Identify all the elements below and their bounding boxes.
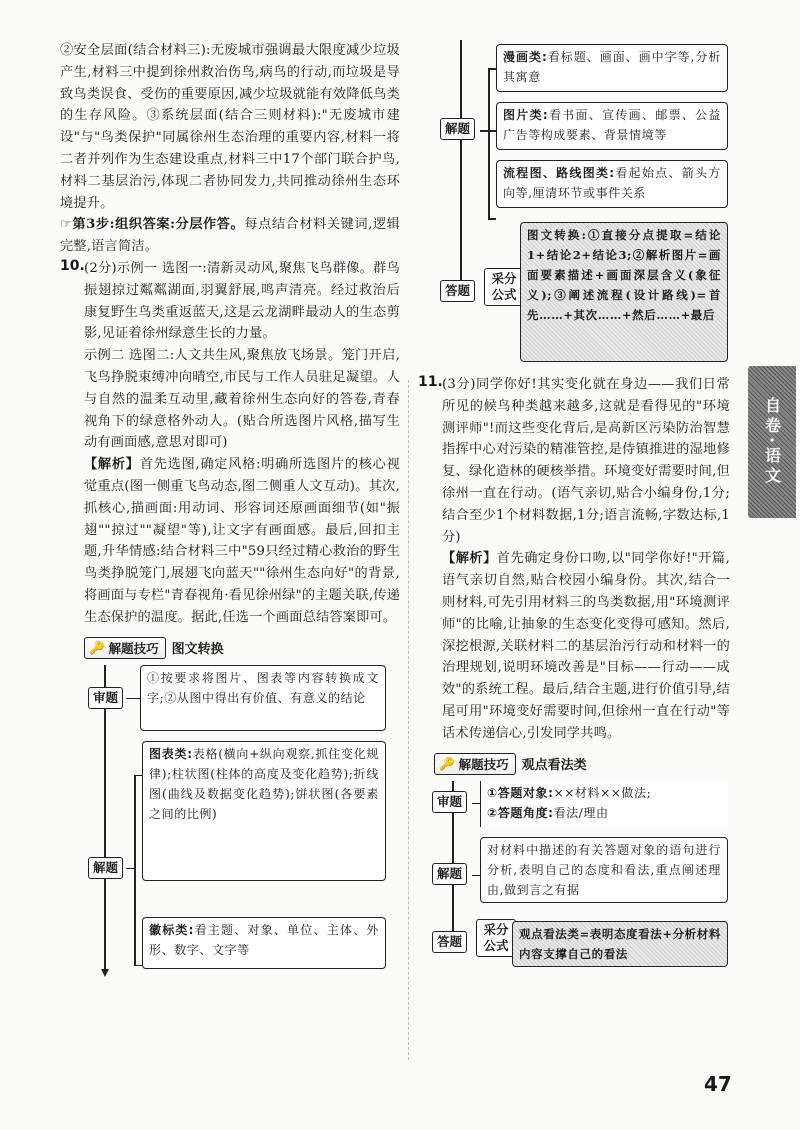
connector [126,868,134,870]
analysis-label: 【解析】 [84,457,140,473]
question-10 [60,258,400,629]
shenti-label: 审题 [88,687,123,709]
chart-type-box [142,741,386,881]
step3-paragraph [60,214,400,258]
flowchart-type-text: 看起始点、箭头方向等,厘清环节或事件关系 [503,166,721,200]
analysis-text: 首先选图,确定风格:明确所选图片的核心视觉重点(图一侧重飞鸟动态,图二侧重人文互动)。其次,抓核心,描画面:用动词、形容词还原画面细节(如"振翅""掠过""凝望"等),让文字有画面感。最后,回扣主题,升华情感:结合材料三中"59只经过精心救治的野生鸟类挣脱笼门,展翅飞向蓝天""徐州生态向好"的背景,将画面与专栏"青春视角·看见徐州绿"的主题关联,传递生态保护的温度。据此,任选一个画面总结答案即可。 [84,457,400,625]
connector [472,875,480,877]
tips-title: 观点看法类 [521,758,587,774]
tips-badge-label: 解题技巧 [458,756,509,772]
scoring-formula-box: 图文转换:①直接分点提取=结论1+结论2+结论3;②解析图片=画面要素描述+画面深层含义(象征义);③阐述流程(设计路线)=首先……+其次……+然后……+最后 [520,222,728,362]
flowchart-type-box [496,160,728,208]
question-number: 10. [60,257,85,274]
shenti-label: 审题 [432,791,467,813]
connector [126,698,140,700]
question-11-answer: (3分)同学你好!其实变化就在身边——我们日常所见的候鸟种类越来越多,这就是看得见的"环境测评师"!而这些变化背后,是高新区污染防治智慧指挥中心对污染的精准管控,是侍镇推进的湿地修复、绿化造林的硬核举措。环境变好需要时间,但徐州一直在行动。(语气亲切,贴合小编身份,1分;结合至少1个材料数据,1分;语言流畅,字数达标,1分) [442,377,730,545]
image-conversion-diagram [60,665,400,983]
question-10-example2: 示例二 选图二:人文共生风,聚焦放飞场景。笼门开启,飞鸟挣脱束缚冲向晴空,市民与工作人员驻足凝望。人与自然的温柔互动里,藏着徐州生态向好的答卷,青春视角下的绿意格外动人。(贴合所选图片风格,描写生动有画面感,意思对即可) [84,348,400,451]
bracket-line [488,68,490,218]
key-icon: 🔑 [439,755,455,771]
connector [472,803,480,805]
chart-type-title: 图表类: [149,746,193,761]
target-text: ××材料××做法; [553,785,652,800]
connector [488,218,496,220]
step3-text: 每点结合材料关键词,逻辑完整,语言简洁。 [60,217,400,255]
column-divider [408,380,410,1060]
scoring-formula-label: 采分公式 [476,919,516,957]
comic-type-title: 漫画类: [503,50,548,64]
tips-title: 图文转换 [171,642,224,658]
flowchart-type-title: 流程图、路线图类: [503,166,615,180]
connector [488,68,496,70]
picture-type-title: 图片类: [503,108,549,122]
jieti-box: 对材料中描述的有关答题对象的语句进行分析,表明自己的态度和看法,重点阐述理由,做到言之有据 [480,837,728,903]
tips-header [434,753,730,775]
flow-line [460,40,462,280]
comic-type-box [496,44,728,92]
chart-type-text: 表格(横向+纵向观察,抓住变化规律);柱状图(柱体的高度及变化趋势);折线图(曲线及数据变化趋势);饼状图(各要素之间的比例) [149,746,380,821]
pointer-icon: ☞ [60,217,73,233]
logo-type-title: 徽标类: [149,922,195,937]
right-column [418,40,730,971]
angle-text: 看法/理由 [553,805,609,820]
target-label: ①答题对象: [487,785,554,800]
scoring-formula-box: 观点看法类=表明态度看法+分析材料内容支撑自己的看法 [512,921,728,967]
shenti-box: ①按要求将图片、图表等内容转换成文字;②从图中得出有价值、有意义的结论 [140,665,386,731]
picture-type-text: 看书面、宣传画、邮票、公益广告等构成要素、背景情境等 [503,108,721,142]
tips-badge [434,753,516,775]
tips-badge [84,637,166,659]
question-11 [418,374,730,745]
connector [134,965,142,967]
logo-type-box [142,917,386,969]
left-column [60,40,400,983]
tips-badge-label: 解题技巧 [108,640,159,656]
scoring-formula-label: 采分公式 [484,268,524,306]
analysis-label: 【解析】 [442,551,497,567]
tips-header [84,637,400,659]
bracket-line [134,775,136,965]
question-11-analysis [442,548,730,744]
connector [134,775,142,777]
question-10-analysis [84,454,400,628]
question-number: 11. [418,374,443,390]
jieti-label: 解题 [88,857,123,879]
page-number: 47 [704,1072,732,1096]
connector [480,130,488,132]
opinion-diagram [418,781,730,971]
subject-side-tab: 自卷·语文 [748,366,796,518]
step3-label: 第3步:组织答案:分层作答。 [72,217,245,233]
dati-label: 答题 [440,280,475,302]
picture-type-box [496,102,728,150]
analysis-text: 首先确定身份口吻,以"同学你好!"开篇,语气亲切自然,贴合校园小编身份。其次,结合一则材料,可先引用材料三的鸟类数据,用"环境测评师"的比喻,让抽象的生态变化变得可感知。然后,深挖根源,关联材料二的基层治污行动和材料一的治理规划,说明环境改善是"目标——行动——成效"的系统工程。最后,结合主题,进行价值引导,结尾可用"环境变好需要时间,但徐州一直在行动"等话术传递信心,引发同学共鸣。 [442,551,730,741]
flow-line [104,665,106,971]
logo-type-text: 看主题、对象、单位、主体、外形、数字、文字等 [149,922,380,957]
jieti-label: 解题 [432,863,467,885]
angle-label: ②答题角度: [487,805,554,820]
comic-type-text: 看标题、画面、画中字等,分析其寓意 [503,50,722,84]
image-conversion-diagram-continued [418,40,730,342]
connector [488,130,496,132]
question-10-answer: (2分)示例一 选图一:清新灵动风,聚焦飞鸟群像。群鸟振翅掠过粼粼湖面,羽翼舒展,鸣声清亮。经过救治后康复野生鸟类重返蓝天,这是云龙湖畔最动人的生态剪影,见证着徐州绿意生长的力量。 [84,260,400,342]
answer-paragraph: ②安全层面(结合材料三):无废城市强调最大限度减少垃圾产生,材料三中提到徐州救治伤鸟,病鸟的行动,而垃圾是导致鸟类误食、受伤的重要原因,减少垃圾就能有效降低鸟类的生存风险。③系统层面(结合三则材料):"无废城市建设"与"鸟类保护"同属徐州生态治理的重要内容,材料一将二者并列作为生态建设重点,材料三中17个部门联合护鸟,材料二基层治污,体现二者协同发力,共同推动徐州生态环境提升。 [60,43,400,211]
key-icon: 🔑 [89,639,105,655]
jieti-label: 解题 [440,118,475,140]
dati-label: 答题 [432,931,467,953]
shenti-box [480,781,728,827]
arrow-down-icon [101,969,109,977]
